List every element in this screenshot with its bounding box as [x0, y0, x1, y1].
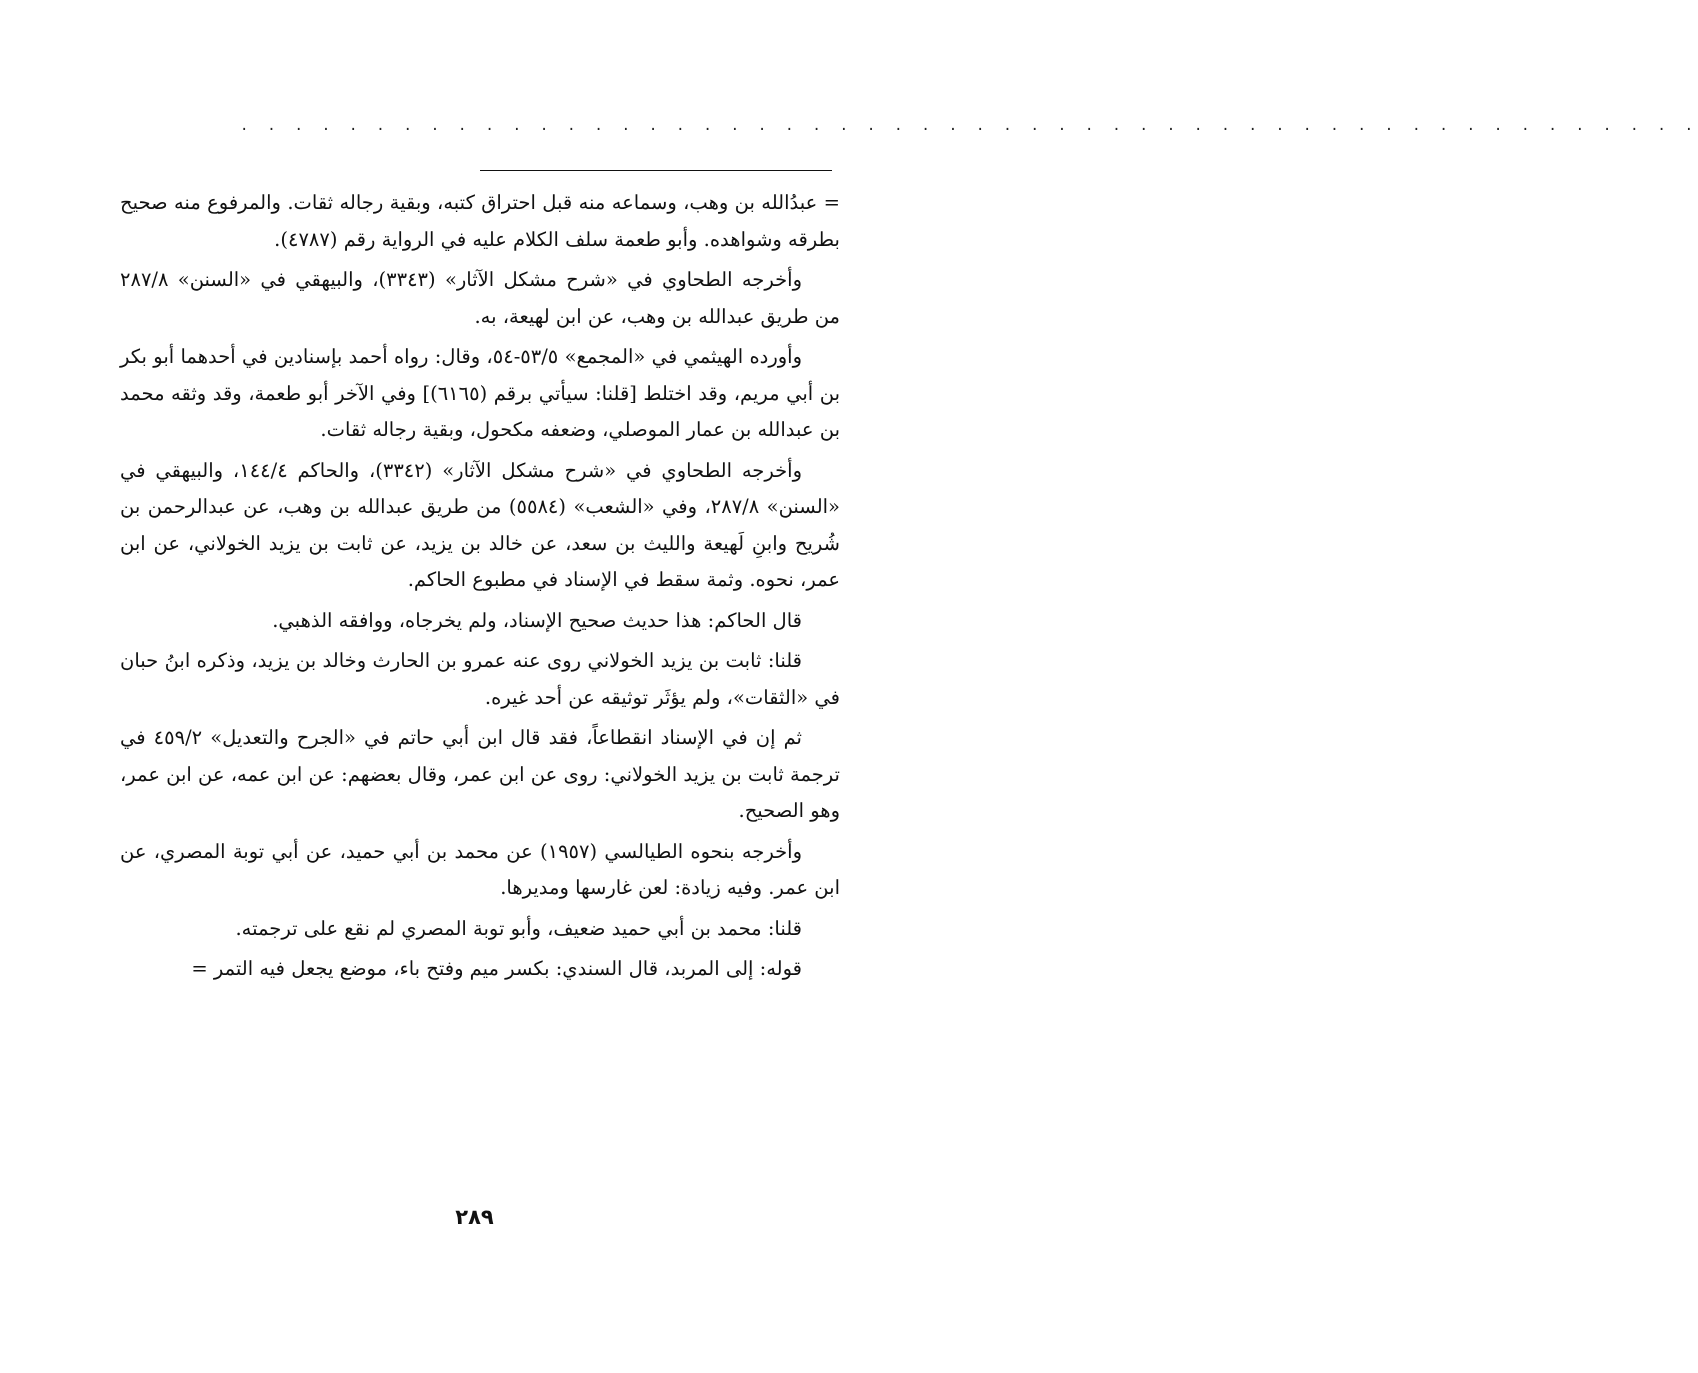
- paragraph-1: = عبدُالله بن وهب، وسماعه منه قبل احتراق كتبه، وبقية رجاله ثقات. والمرفوع منه صحيح بطرقه وشواهده. وأبو طعمة سلف الكلام عليه في الرواية رقم (٤٧٨٧).: [120, 191, 840, 251]
- paragraph-10: قوله: إلى المربد، قال السندي: بكسر ميم وفتح باء، موضع يجعل فيه التمر =: [191, 957, 802, 980]
- paragraph-8: وأخرجه بنحوه الطيالسي (١٩٥٧) عن محمد بن أبي حميد، عن أبي توبة المصري، عن ابن عمر. وفيه زيادة: لعن غارسها ومديرها.: [120, 839, 840, 899]
- dotted-separator: . . . . . . . . . . . . . . . . . . . . . . . . . . . . . . . . . . . . . . . . . . . . . . . . . . . . . .: [240, 118, 1698, 134]
- paragraph-9: قلنا: محمد بن أبي حميد ضعيف، وأبو توبة المصري لم نقع على ترجمته.: [235, 916, 802, 940]
- paragraph-2: وأخرجه الطحاوي في «شرح مشكل الآثار» (٣٣٤٣)، والبيهقي في «السنن» ٢٨٧/٨ من طريق عبدالله بن وهب، عن ابن لهيعة، به.: [120, 268, 840, 328]
- footnote-body: [120, 185, 840, 988]
- paragraph-4: وأخرجه الطحاوي في «شرح مشكل الآثار» (٣٣٤٢)، والحاكم ١٤٤/٤، والبيهقي في «السنن» ٢٨٧/٨، وفي «الشعب» (٥٥٨٤) من طريق عبدالله بن وهب، عن عبدالرحمن بن شُريح وابنِ لَهيعة والليث بن سعد، عن خالد بن يزيد، عن ثابت بن يزيد الخولاني، عن ابن عمر، نحوه. وثمة سقط في الإسناد في مطبوع الحاكم.: [120, 458, 840, 591]
- paragraph-3: وأورده الهيثمي في «المجمع» ٥٣/٥-٥٤، وقال: رواه أحمد بإسنادين في أحدهما أبو بكر بن أبي مريم، وقد اختلط [قلنا: سيأتي برقم (٦١٦٥)] وفي الآخر أبو طعمة، وقد وثقه محمد بن عبدالله بن عمار الموصلي، وضعفه مكحول، وبقية رجاله ثقات.: [120, 345, 841, 441]
- paragraph-5: قال الحاكم: هذا حديث صحيح الإسناد، ولم يخرجاه، ووافقه الذهبي.: [272, 608, 802, 632]
- page-number: ٢٨٩: [455, 1205, 494, 1229]
- paragraph-7: ثم إن في الإسناد انقطاعاً، فقد قال ابن أبي حاتم في «الجرح والتعديل» ٤٥٩/٢ في ترجمة ثابت بن يزيد الخولاني: روى عن ابن عمر، وقال بعضهم: عن ابن عمه، عن ابن عمر، وهو الصحيح.: [120, 726, 840, 822]
- footnote-rule: [480, 170, 832, 171]
- paragraph-6: قلنا: ثابت بن يزيد الخولاني روى عنه عمرو بن الحارث وخالد بن يزيد، وذكره ابنُ حبان في «الثقات»، ولم يؤثَر توثيقه عن أحد غيره.: [120, 649, 840, 709]
